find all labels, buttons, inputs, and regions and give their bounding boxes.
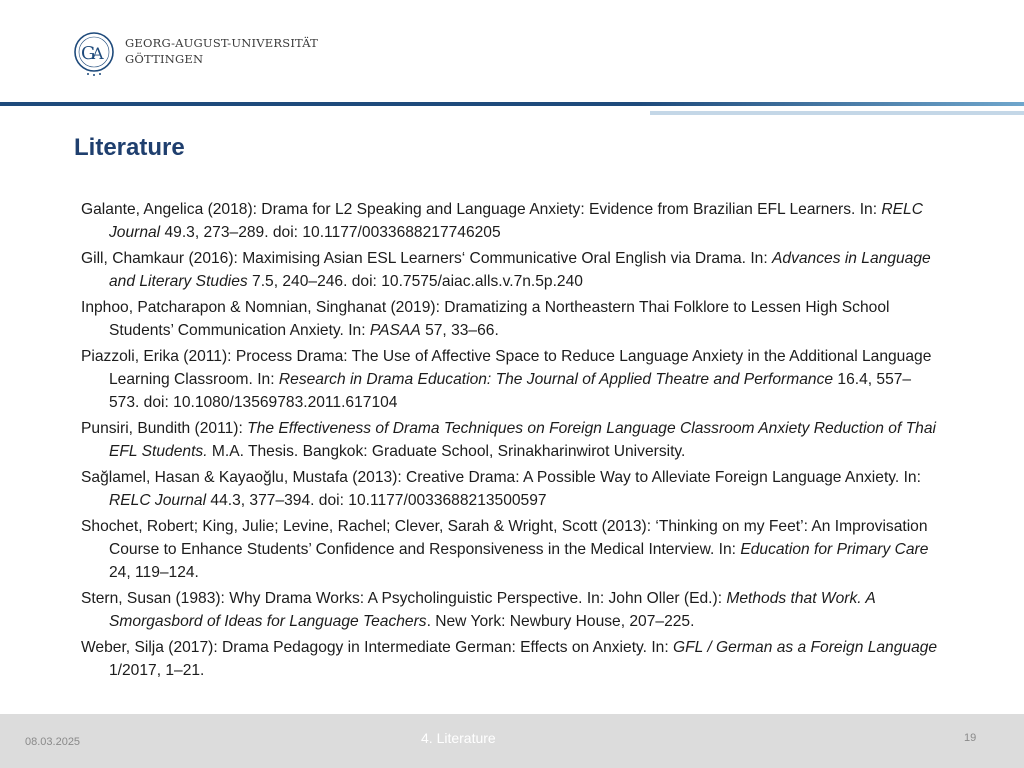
svg-text:A: A: [92, 44, 104, 63]
reference-list: [81, 198, 941, 685]
slide-footer: [0, 714, 1024, 768]
university-name-line2: GÖTTINGEN: [125, 52, 204, 66]
reference-item: Shochet, Robert; King, Julie; Levine, Rachel; Clever, Sarah & Wright, Scott (2013): ‘Thinking on my Feet’: An Improvisation Course to Enhance Students’ Confidence and Responsiveness in the Medical Interview. In: Education for Primary Care 24, 119–124.: [81, 518, 929, 581]
reference-item: Piazzoli, Erika (2011): Process Drama: The Use of Affective Space to Reduce Language Anxiety in the Additional Language Learning Classroom. In: Research in Drama Education: The Journal of Applied Theatre and Performance 16.4, 557–573. doi: 10.1080/13569783.2011.617104: [81, 348, 932, 411]
header-rule: [0, 102, 1024, 106]
header-rule-accent: [650, 111, 1024, 115]
page-number: 19: [964, 732, 977, 744]
reference-item: Gill, Chamkaur (2016): Maximising Asian ESL Learners‘ Communicative Oral English via Drama. In: Advances in Language and Literary Studies 7.5, 240–246. doi: 10.7575/aiac.alls.v.7n.5p.240: [81, 250, 931, 290]
reference-item: Sağlamel, Hasan & Kayaoğlu, Mustafa (2013): Creative Drama: A Possible Way to Alleviate Foreign Language Anxiety. In: RELC Journal 44.3, 377–394. doi: 10.1177/0033688213500597: [81, 469, 921, 509]
university-name-line1: GEORG-AUGUST-UNIVERSITÄT: [125, 36, 319, 50]
page-title: Literature: [74, 134, 185, 161]
svg-text:G: G: [81, 43, 96, 64]
footer-date: 08.03.2025: [25, 736, 81, 748]
university-logo: [70, 30, 319, 80]
university-seal-icon: [70, 30, 118, 78]
reference-item: Weber, Silja (2017): Drama Pedagogy in Intermediate German: Effects on Anxiety. In: GFL / German as a Foreign Language 1/2017, 1–21.: [81, 639, 938, 679]
university-name: [125, 35, 318, 67]
reference-item: Stern, Susan (1983): Why Drama Works: A Psycholinguistic Perspective. In: John Oller (Ed.): Methods that Work. A Smorgasbord of Ideas for Language Teachers. New York: Newbury House, 207–225.: [81, 590, 876, 630]
footer-section-title: 4. Literature: [421, 730, 496, 746]
reference-item: Inphoo, Patcharapon & Nomnian, Singhanat (2019): Dramatizing a Northeastern Thai Folklore to Lessen High School Students’ Communication Anxiety. In: PASAA 57, 33–66.: [81, 299, 890, 339]
reference-item: Punsiri, Bundith (2011): The Effectiveness of Drama Techniques on Foreign Language Classroom Anxiety Reduction of Thai EFL Students. M.A. Thesis. Bangkok: Graduate School, Srinakharinwirot University.: [81, 420, 936, 460]
reference-item: Galante, Angelica (2018): Drama for L2 Speaking and Language Anxiety: Evidence from Brazilian EFL Learners. In: RELC Journal 49.3, 273–289. doi: 10.1177/0033688217746205: [81, 201, 923, 241]
